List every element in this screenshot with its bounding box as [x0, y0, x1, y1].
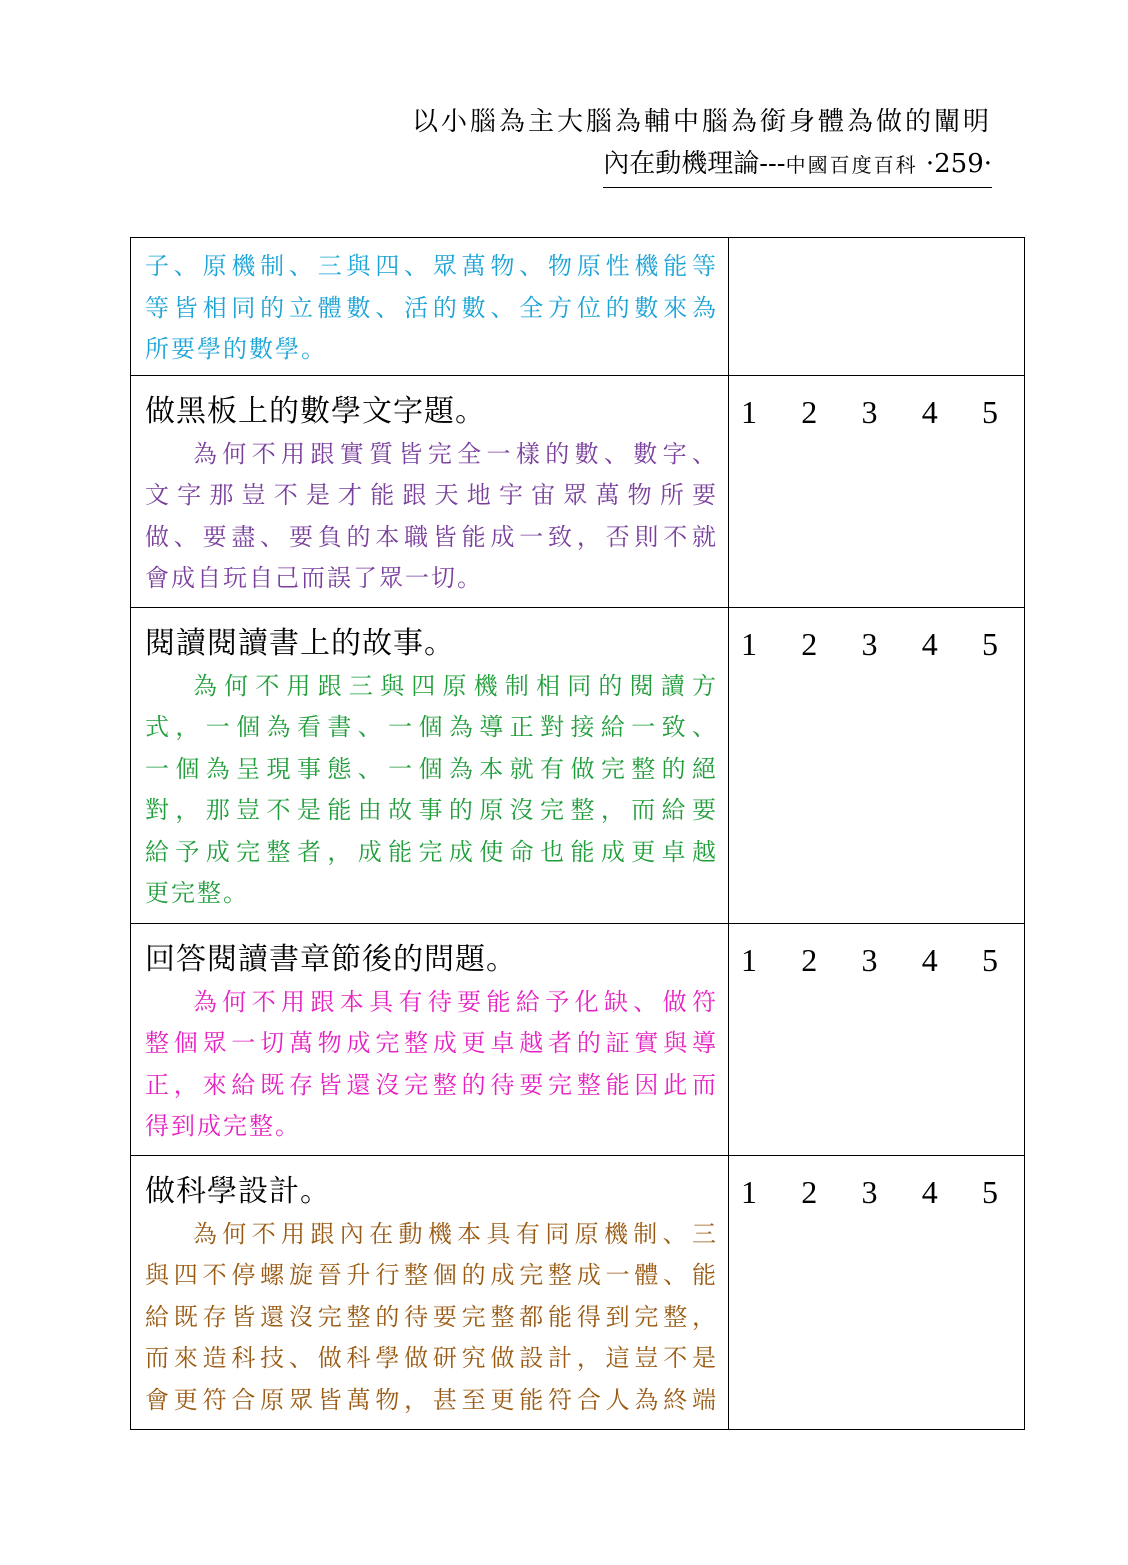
question-cell	[131, 607, 729, 923]
explanation-text	[145, 666, 718, 915]
text-line: 整個眾一切萬物成完整成更卓越者的証實與導	[145, 1029, 718, 1057]
rating-option-4[interactable]: 4	[921, 1173, 938, 1210]
text-line: 為何不用跟內在動機本具有同原機制、三	[193, 1219, 718, 1248]
text-line: 子、原機制、三與四、眾萬物、物原性機能等	[145, 252, 718, 280]
text-line: 會更符合原眾皆萬物，甚至更能符合人為終端	[145, 1385, 718, 1414]
text-line: 給予成完整者，成能完成使命也能成更卓越	[145, 837, 718, 866]
question-title: 閱讀閱讀書上的故事。	[145, 625, 455, 661]
text-line: 等皆相同的立體數、活的數、全方位的數來為	[145, 293, 718, 322]
rating-option-3[interactable]: 3	[861, 1173, 878, 1210]
table-row	[131, 1155, 1025, 1429]
text-line: 而來造科技、做科學做研究做設計，這豈不是	[145, 1344, 718, 1372]
text-line: 為何不用跟本具有待要能給予化缺、做符	[193, 987, 718, 1016]
text-line: 更完整。	[145, 879, 249, 907]
rating-option-5[interactable]: 5	[982, 1173, 998, 1210]
scale-cell	[729, 607, 1025, 923]
text-line: 為何不用跟三與四原機制相同的閱讀方	[193, 671, 718, 700]
text-line: 給既存皆還沒完整的待要完整都能得到完整，	[145, 1302, 718, 1331]
rating-option-3[interactable]: 3	[861, 625, 878, 662]
rating-scale	[729, 608, 1024, 666]
scale-cell	[729, 1155, 1025, 1429]
rating-option-3[interactable]: 3	[861, 393, 878, 430]
rating-scale	[729, 376, 1024, 434]
rating-scale	[729, 1156, 1024, 1214]
rating-option-2[interactable]: 2	[801, 941, 818, 978]
rating-option-3[interactable]: 3	[861, 941, 878, 978]
question-title: 回答閱讀書章節後的問題。	[145, 941, 517, 977]
question-title: 做科學設計。	[145, 1173, 331, 1209]
rating-option-4[interactable]: 4	[921, 625, 938, 662]
scale-cell	[729, 923, 1025, 1155]
page-header	[412, 100, 992, 188]
table-row	[131, 607, 1025, 923]
question-cell	[131, 375, 729, 607]
header-title: 以小腦為主大腦為輔中腦為銜身體為做的闡明	[411, 107, 992, 137]
table-row	[131, 375, 1025, 607]
rating-option-2[interactable]: 2	[801, 625, 818, 662]
text-line: 所要學的數學。	[145, 335, 327, 363]
header-subtitle	[603, 144, 992, 188]
rating-option-5[interactable]: 5	[982, 393, 998, 430]
table-row	[131, 923, 1025, 1155]
rating-option-1[interactable]: 1	[741, 1173, 757, 1210]
text-line: 與四不停螺旋晉升行整個的成完整成一體、能	[145, 1261, 718, 1289]
text-line: 得到成完整。	[145, 1112, 301, 1140]
table-row	[131, 238, 1025, 376]
text-line: 一個為呈現事態、一個為本就有做完整的絕	[145, 754, 718, 783]
rating-option-2[interactable]: 2	[801, 1173, 818, 1210]
scale-cell	[729, 375, 1025, 607]
rating-option-2[interactable]: 2	[801, 393, 818, 430]
text-line: 文字那豈不是才能跟天地宇宙眾萬物所要	[145, 481, 718, 509]
text-line: 正，來給既存皆還沒完整的待要完整能因此而	[145, 1070, 718, 1099]
rating-option-1[interactable]: 1	[741, 625, 757, 662]
text-line: 式，一個為看書、一個為導正對接給一致、	[145, 713, 718, 741]
explanation-text	[145, 246, 718, 371]
rating-option-4[interactable]: 4	[921, 393, 938, 430]
scale-cell	[729, 238, 1025, 376]
header-subtitle-main: 內在動機理論---	[603, 149, 786, 179]
page-number: ·259·	[925, 149, 992, 179]
question-cell	[131, 923, 729, 1155]
header-subtitle-source: 中國百度百科	[785, 153, 918, 177]
text-line: 做、要盡、要負的本職皆能成一致，否則不就	[145, 522, 718, 551]
rating-option-5[interactable]: 5	[982, 941, 998, 978]
explanation-text	[145, 1214, 718, 1422]
rating-option-4[interactable]: 4	[921, 941, 938, 978]
survey-table	[130, 237, 1025, 1430]
rating-option-1[interactable]: 1	[741, 941, 757, 978]
explanation-text	[145, 982, 718, 1148]
question-cell	[131, 1155, 729, 1429]
text-line: 對，那豈不是能由故事的原沒完整，而給要	[145, 796, 718, 824]
explanation-text	[145, 434, 718, 600]
question-title: 做黑板上的數學文字題。	[145, 393, 486, 429]
rating-option-1[interactable]: 1	[741, 393, 757, 430]
text-line: 為何不用跟實質皆完全一樣的數、數字、	[193, 439, 718, 468]
text-line: 會成自玩自己而誤了眾一切。	[145, 564, 483, 592]
question-cell	[131, 238, 729, 376]
rating-option-5[interactable]: 5	[982, 625, 998, 662]
rating-scale	[729, 924, 1024, 982]
